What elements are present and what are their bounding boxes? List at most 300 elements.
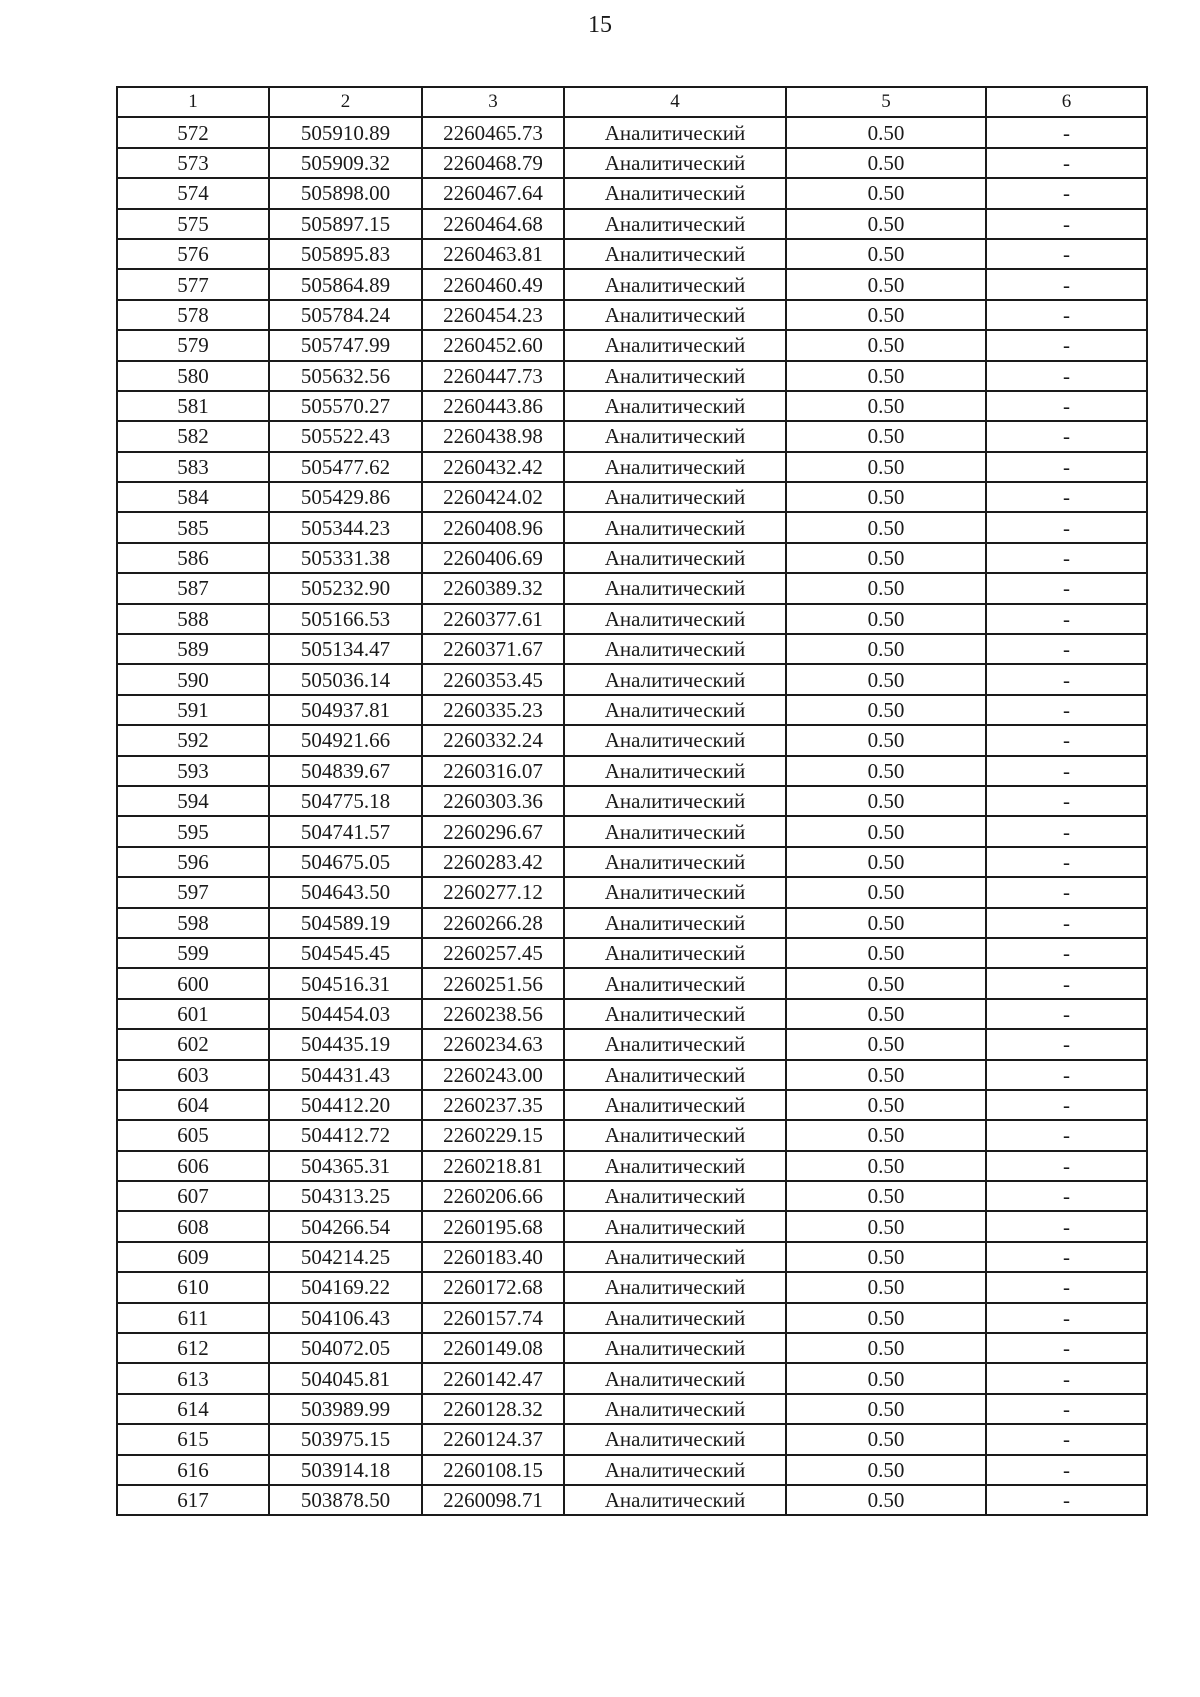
table-cell: Аналитический	[564, 482, 786, 512]
table-cell: Аналитический	[564, 1181, 786, 1211]
table-row	[117, 786, 1147, 816]
table-cell: 2260332.24	[422, 725, 564, 755]
table-row	[117, 482, 1147, 512]
table-cell: 2260406.69	[422, 543, 564, 573]
table-cell: 588	[117, 604, 269, 634]
table-cell: 0.50	[786, 1151, 986, 1181]
table-cell: 0.50	[786, 452, 986, 482]
table-cell: -	[986, 1485, 1147, 1515]
table-cell: 610	[117, 1272, 269, 1302]
table-row	[117, 300, 1147, 330]
table-cell: -	[986, 1090, 1147, 1120]
table-row	[117, 604, 1147, 634]
table-cell: 0.50	[786, 361, 986, 391]
table-cell: 0.50	[786, 1090, 986, 1120]
table-cell: 597	[117, 877, 269, 907]
table-cell: 2260468.79	[422, 148, 564, 178]
table-cell: 573	[117, 148, 269, 178]
table-cell: 2260443.86	[422, 391, 564, 421]
table-cell: 504266.54	[269, 1211, 422, 1241]
table-cell: 2260195.68	[422, 1211, 564, 1241]
table-cell: 504675.05	[269, 847, 422, 877]
table-cell: 593	[117, 756, 269, 786]
table-cell: 504516.31	[269, 968, 422, 998]
table-cell: 2260353.45	[422, 664, 564, 694]
table-cell: Аналитический	[564, 239, 786, 269]
table-cell: 2260183.40	[422, 1242, 564, 1272]
table-cell: 504313.25	[269, 1181, 422, 1211]
table-cell: -	[986, 117, 1147, 147]
table-cell: 0.50	[786, 1303, 986, 1333]
table-cell: 2260424.02	[422, 482, 564, 512]
table-cell: 2260243.00	[422, 1060, 564, 1090]
table-cell: Аналитический	[564, 148, 786, 178]
table-cell: 0.50	[786, 178, 986, 208]
table-cell: Аналитический	[564, 1303, 786, 1333]
table-row	[117, 1120, 1147, 1150]
table-cell: -	[986, 1120, 1147, 1150]
table-row	[117, 573, 1147, 603]
table-cell: Аналитический	[564, 1242, 786, 1272]
table-cell: -	[986, 178, 1147, 208]
table-cell: 505134.47	[269, 634, 422, 664]
table-cell: Аналитический	[564, 786, 786, 816]
table-cell: Аналитический	[564, 117, 786, 147]
table-cell: -	[986, 1029, 1147, 1059]
table-cell: 577	[117, 269, 269, 299]
table-cell: 504412.72	[269, 1120, 422, 1150]
table-cell: 2260237.35	[422, 1090, 564, 1120]
table-cell: 503878.50	[269, 1485, 422, 1515]
table-cell: 504431.43	[269, 1060, 422, 1090]
table-cell: 2260266.28	[422, 908, 564, 938]
table-cell: 603	[117, 1060, 269, 1090]
table-cell: 2260157.74	[422, 1303, 564, 1333]
table-row	[117, 664, 1147, 694]
table-cell: 0.50	[786, 117, 986, 147]
table-cell: 595	[117, 816, 269, 846]
table-cell: 591	[117, 695, 269, 725]
table-row	[117, 634, 1147, 664]
table-cell: 2260128.32	[422, 1394, 564, 1424]
table-cell: -	[986, 664, 1147, 694]
table-cell: 584	[117, 482, 269, 512]
table-cell: 2260460.49	[422, 269, 564, 299]
table-cell: 0.50	[786, 1120, 986, 1150]
table-cell: 0.50	[786, 391, 986, 421]
table-row	[117, 391, 1147, 421]
table-cell: -	[986, 391, 1147, 421]
table-cell: 596	[117, 847, 269, 877]
table-cell: -	[986, 1242, 1147, 1272]
table-row	[117, 877, 1147, 907]
table-cell: -	[986, 756, 1147, 786]
table-cell: 0.50	[786, 148, 986, 178]
table-cell: Аналитический	[564, 908, 786, 938]
table-cell: 505344.23	[269, 512, 422, 542]
table-cell: 0.50	[786, 1333, 986, 1363]
table-cell: 504412.20	[269, 1090, 422, 1120]
table-cell: -	[986, 239, 1147, 269]
table-cell: 0.50	[786, 1242, 986, 1272]
table-row	[117, 361, 1147, 391]
table-cell: 505522.43	[269, 421, 422, 451]
table-cell: 611	[117, 1303, 269, 1333]
table-cell: 2260277.12	[422, 877, 564, 907]
table-cell: 585	[117, 512, 269, 542]
table-cell: 0.50	[786, 1424, 986, 1454]
table-cell: Аналитический	[564, 452, 786, 482]
table-cell: -	[986, 361, 1147, 391]
table-cell: 580	[117, 361, 269, 391]
table-cell: 0.50	[786, 816, 986, 846]
table-cell: 504937.81	[269, 695, 422, 725]
table-cell: Аналитический	[564, 938, 786, 968]
table-cell: Аналитический	[564, 1333, 786, 1363]
table-cell: 2260234.63	[422, 1029, 564, 1059]
table-cell: 505232.90	[269, 573, 422, 603]
table-row	[117, 1333, 1147, 1363]
table-row	[117, 908, 1147, 938]
table-cell: 503989.99	[269, 1394, 422, 1424]
table-cell: 0.50	[786, 634, 986, 664]
table-cell: 0.50	[786, 1181, 986, 1211]
table-cell: -	[986, 847, 1147, 877]
table-cell: 0.50	[786, 756, 986, 786]
table-cell: 505895.83	[269, 239, 422, 269]
table-cell: -	[986, 1333, 1147, 1363]
table-cell: -	[986, 938, 1147, 968]
table-cell: Аналитический	[564, 178, 786, 208]
table-row	[117, 1181, 1147, 1211]
table-cell: 0.50	[786, 604, 986, 634]
table-row	[117, 178, 1147, 208]
table-row	[117, 1394, 1147, 1424]
table-cell: 2260142.47	[422, 1363, 564, 1393]
table-cell: 504921.66	[269, 725, 422, 755]
table-cell: 0.50	[786, 908, 986, 938]
table-cell: 2260438.98	[422, 421, 564, 451]
table-cell: Аналитический	[564, 209, 786, 239]
table-cell: 505784.24	[269, 300, 422, 330]
table-cell: Аналитический	[564, 1151, 786, 1181]
table-cell: 2260108.15	[422, 1455, 564, 1485]
table-cell: 582	[117, 421, 269, 451]
column-header: 6	[986, 87, 1147, 117]
table-row	[117, 330, 1147, 360]
column-header: 1	[117, 87, 269, 117]
table-cell: Аналитический	[564, 1211, 786, 1241]
table-cell: 505166.53	[269, 604, 422, 634]
table-cell: 576	[117, 239, 269, 269]
table-cell: Аналитический	[564, 725, 786, 755]
table-cell: Аналитический	[564, 1455, 786, 1485]
table-cell: Аналитический	[564, 877, 786, 907]
table-cell: Аналитический	[564, 816, 786, 846]
table-cell: 0.50	[786, 1029, 986, 1059]
column-header: 4	[564, 87, 786, 117]
table-cell: Аналитический	[564, 1029, 786, 1059]
table-cell: 0.50	[786, 1485, 986, 1515]
table-cell: 587	[117, 573, 269, 603]
table-cell: 598	[117, 908, 269, 938]
table-cell: 2260463.81	[422, 239, 564, 269]
table-cell: 2260335.23	[422, 695, 564, 725]
table-cell: 579	[117, 330, 269, 360]
table-cell: 504741.57	[269, 816, 422, 846]
table-cell: 0.50	[786, 877, 986, 907]
table-cell: 504435.19	[269, 1029, 422, 1059]
table-row	[117, 1211, 1147, 1241]
table-cell: 608	[117, 1211, 269, 1241]
table-cell: Аналитический	[564, 968, 786, 998]
table-row	[117, 756, 1147, 786]
table-cell: 615	[117, 1424, 269, 1454]
table-cell: 609	[117, 1242, 269, 1272]
table-cell: 592	[117, 725, 269, 755]
table-row	[117, 1363, 1147, 1393]
table-cell: Аналитический	[564, 330, 786, 360]
table-cell: 601	[117, 999, 269, 1029]
table-cell: 2260303.36	[422, 786, 564, 816]
table-cell: 505429.86	[269, 482, 422, 512]
table-cell: 505570.27	[269, 391, 422, 421]
table-cell: 613	[117, 1363, 269, 1393]
table-cell: 2260452.60	[422, 330, 564, 360]
table-cell: 0.50	[786, 573, 986, 603]
table-cell: 2260229.15	[422, 1120, 564, 1150]
table-cell: 504643.50	[269, 877, 422, 907]
table-cell: 2260283.42	[422, 847, 564, 877]
table-cell: Аналитический	[564, 756, 786, 786]
table-cell: Аналитический	[564, 300, 786, 330]
table-header-row	[117, 87, 1147, 117]
table-row	[117, 1090, 1147, 1120]
table-cell: -	[986, 604, 1147, 634]
table-cell: 574	[117, 178, 269, 208]
table-cell: -	[986, 1060, 1147, 1090]
table-cell: 2260172.68	[422, 1272, 564, 1302]
table-cell: -	[986, 1272, 1147, 1302]
table-row	[117, 148, 1147, 178]
table-cell: 505864.89	[269, 269, 422, 299]
table-cell: 578	[117, 300, 269, 330]
table-cell: 504169.22	[269, 1272, 422, 1302]
table-cell: 2260454.23	[422, 300, 564, 330]
table-cell: 616	[117, 1455, 269, 1485]
table-row	[117, 999, 1147, 1029]
table-row	[117, 1424, 1147, 1454]
table-cell: -	[986, 209, 1147, 239]
table-cell: 2260124.37	[422, 1424, 564, 1454]
table-body	[117, 117, 1147, 1515]
table-cell: -	[986, 695, 1147, 725]
table-cell: 594	[117, 786, 269, 816]
table-cell: Аналитический	[564, 269, 786, 299]
table-cell: -	[986, 1181, 1147, 1211]
table-cell: 505632.56	[269, 361, 422, 391]
table-cell: 0.50	[786, 1394, 986, 1424]
table-cell: 2260467.64	[422, 178, 564, 208]
table-cell: 590	[117, 664, 269, 694]
table-cell: 2260371.67	[422, 634, 564, 664]
table-cell: Аналитический	[564, 999, 786, 1029]
table-cell: 2260316.07	[422, 756, 564, 786]
table-cell: Аналитический	[564, 1424, 786, 1454]
table-cell: Аналитический	[564, 543, 786, 573]
table-cell: 0.50	[786, 1060, 986, 1090]
table-cell: -	[986, 573, 1147, 603]
table-cell: 505747.99	[269, 330, 422, 360]
table-cell: 0.50	[786, 1272, 986, 1302]
table-cell: 2260098.71	[422, 1485, 564, 1515]
table-row	[117, 421, 1147, 451]
table-cell: 0.50	[786, 209, 986, 239]
table-cell: 0.50	[786, 512, 986, 542]
table-row	[117, 269, 1147, 299]
column-header: 2	[269, 87, 422, 117]
column-header: 5	[786, 87, 986, 117]
table-cell: -	[986, 786, 1147, 816]
table-cell: 503914.18	[269, 1455, 422, 1485]
table-cell: 2260238.56	[422, 999, 564, 1029]
table-cell: Аналитический	[564, 1394, 786, 1424]
table-row	[117, 1029, 1147, 1059]
table-row	[117, 543, 1147, 573]
table-cell: Аналитический	[564, 847, 786, 877]
table-cell: -	[986, 634, 1147, 664]
table-cell: 504365.31	[269, 1151, 422, 1181]
table-cell: Аналитический	[564, 361, 786, 391]
table-cell: 505898.00	[269, 178, 422, 208]
table-row	[117, 452, 1147, 482]
table-cell: -	[986, 999, 1147, 1029]
table-cell: 589	[117, 634, 269, 664]
table-cell: 504072.05	[269, 1333, 422, 1363]
table-cell: -	[986, 1394, 1147, 1424]
table-cell: 581	[117, 391, 269, 421]
table-cell: 0.50	[786, 695, 986, 725]
table-cell: Аналитический	[564, 512, 786, 542]
table-cell: 503975.15	[269, 1424, 422, 1454]
table-cell: 0.50	[786, 421, 986, 451]
table-cell: 504839.67	[269, 756, 422, 786]
table-row	[117, 512, 1147, 542]
table-cell: 0.50	[786, 786, 986, 816]
table-cell: Аналитический	[564, 604, 786, 634]
table-cell: 617	[117, 1485, 269, 1515]
table-cell: -	[986, 908, 1147, 938]
table-cell: 2260149.08	[422, 1333, 564, 1363]
table-cell: 0.50	[786, 664, 986, 694]
table-cell: 0.50	[786, 330, 986, 360]
table-cell: Аналитический	[564, 1363, 786, 1393]
table-cell: Аналитический	[564, 1060, 786, 1090]
table-cell: 2260408.96	[422, 512, 564, 542]
table-cell: 2260447.73	[422, 361, 564, 391]
table-cell: -	[986, 421, 1147, 451]
table-cell: 504214.25	[269, 1242, 422, 1272]
table-cell: 2260465.73	[422, 117, 564, 147]
table-cell: Аналитический	[564, 391, 786, 421]
table-cell: 0.50	[786, 543, 986, 573]
table-cell: 504454.03	[269, 999, 422, 1029]
table-row	[117, 1303, 1147, 1333]
table-cell: 607	[117, 1181, 269, 1211]
table-cell: 0.50	[786, 725, 986, 755]
table-cell: -	[986, 269, 1147, 299]
page-number: 15	[588, 12, 612, 38]
table-cell: -	[986, 300, 1147, 330]
table-cell: 0.50	[786, 999, 986, 1029]
table-cell: -	[986, 512, 1147, 542]
table-row	[117, 1455, 1147, 1485]
table-cell: 504106.43	[269, 1303, 422, 1333]
table-cell: 504045.81	[269, 1363, 422, 1393]
table-cell: 0.50	[786, 269, 986, 299]
table-cell: Аналитический	[564, 1272, 786, 1302]
table-row	[117, 1151, 1147, 1181]
table-cell: -	[986, 877, 1147, 907]
table-row	[117, 239, 1147, 269]
table-cell: 505909.32	[269, 148, 422, 178]
table-cell: 606	[117, 1151, 269, 1181]
table-cell: 600	[117, 968, 269, 998]
table-row	[117, 695, 1147, 725]
table-cell: -	[986, 725, 1147, 755]
table-cell: -	[986, 1424, 1147, 1454]
table-row	[117, 968, 1147, 998]
table-row	[117, 1060, 1147, 1090]
table-cell: 504775.18	[269, 786, 422, 816]
table-cell: 0.50	[786, 968, 986, 998]
table-cell: 0.50	[786, 300, 986, 330]
table-cell: -	[986, 148, 1147, 178]
coordinates-table	[116, 86, 1148, 1516]
table-cell: 583	[117, 452, 269, 482]
table-cell: Аналитический	[564, 573, 786, 603]
table-cell: -	[986, 1211, 1147, 1241]
table-row	[117, 209, 1147, 239]
table-cell: 602	[117, 1029, 269, 1059]
table-cell: 505331.38	[269, 543, 422, 573]
table-cell: -	[986, 968, 1147, 998]
table-row	[117, 117, 1147, 147]
table-cell: 0.50	[786, 938, 986, 968]
table-row	[117, 725, 1147, 755]
table-cell: Аналитический	[564, 421, 786, 451]
table-cell: 612	[117, 1333, 269, 1363]
table-cell: Аналитический	[564, 1090, 786, 1120]
table-cell: 2260296.67	[422, 816, 564, 846]
table-row	[117, 1272, 1147, 1302]
table-row	[117, 938, 1147, 968]
table-cell: -	[986, 543, 1147, 573]
table-cell: 0.50	[786, 239, 986, 269]
table-cell: 575	[117, 209, 269, 239]
table-cell: 2260377.61	[422, 604, 564, 634]
table-cell: 505036.14	[269, 664, 422, 694]
table-cell: -	[986, 1303, 1147, 1333]
table-cell: Аналитический	[564, 695, 786, 725]
table-cell: Аналитический	[564, 1120, 786, 1150]
table-cell: 2260257.45	[422, 938, 564, 968]
table-cell: 0.50	[786, 847, 986, 877]
table-cell: 2260206.66	[422, 1181, 564, 1211]
table-row	[117, 1485, 1147, 1515]
table-row	[117, 816, 1147, 846]
table-cell: 2260432.42	[422, 452, 564, 482]
